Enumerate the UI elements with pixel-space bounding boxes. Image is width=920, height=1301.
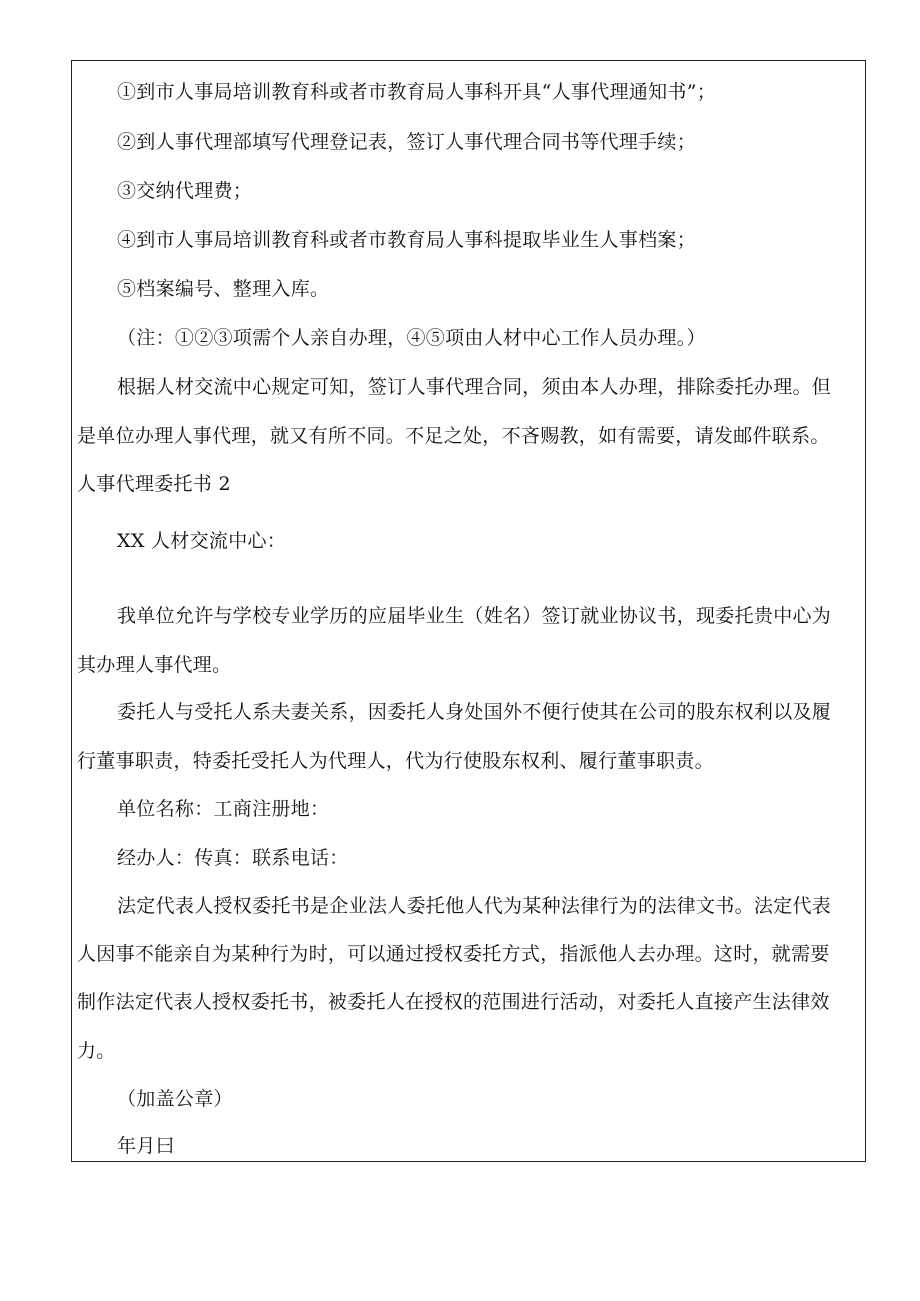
step-4: ④到市人事局培训教育科或者市教育局人事科提取毕业生人事档案； bbox=[117, 229, 697, 251]
date-line: 年月曰 bbox=[117, 1135, 175, 1157]
paragraph-4-line-2: 人因事不能亲自为某种行为时，可以通过授权委托方式，指派他人去办理。这时，就需要 bbox=[77, 943, 830, 965]
paragraph-4-line-4: 力。 bbox=[77, 1040, 116, 1062]
paragraph-3-line-2: 行董事职责，特委托受托人为代理人，代为行使股东权利、履行董事职责。 bbox=[77, 750, 714, 772]
step-2: ②到人事代理部填写代理登记表，签订人事代理合同书等代理手续； bbox=[117, 131, 697, 153]
step-5: ⑤档案编号、整理入库。 bbox=[117, 278, 330, 300]
step-1: ①到市人事局培训教育科或者市教育局人事科开具“人事代理通知书”； bbox=[117, 81, 717, 103]
section-heading: 人事代理委托书 2 bbox=[77, 473, 231, 495]
paragraph-1-line-1: 根据人材交流中心规定可知，签订人事代理合同，须由本人办理，排除委托办理。但 bbox=[117, 376, 832, 398]
seal-note: （加盖公章） bbox=[117, 1088, 233, 1110]
paragraph-2-line-1: 我单位允许与学校专业学历的应届毕业生（姓名）签订就业协议书，现委托贵中心为 bbox=[117, 605, 832, 627]
note-text: （注：①②③项需个人亲自办理，④⑤项由人材中心工作人员办理。） bbox=[117, 327, 706, 349]
unit-info-line: 单位名称：工商注册地： bbox=[117, 798, 330, 820]
addressee: XX 人材交流中心： bbox=[117, 530, 287, 552]
step-3: ③交纳代理费； bbox=[117, 180, 253, 202]
paragraph-1-line-2: 是单位办理人事代理，就又有所不同。不足之处，不吝赐教，如有需要，请发邮件联系。 bbox=[77, 425, 830, 447]
paragraph-4-line-3: 制作法定代表人授权委托书，被委托人在授权的范围进行活动，对委托人直接产生法律效 bbox=[77, 991, 830, 1013]
paragraph-2-line-2: 其办理人事代理。 bbox=[77, 654, 232, 676]
paragraph-3-line-1: 委托人与受托人系夫妻关系，因委托人身处国外不便行使其在公司的股东权利以及履 bbox=[117, 701, 832, 723]
paragraph-4-line-1: 法定代表人授权委托书是企业法人委托他人代为某种法律行为的法律文书。法定代表 bbox=[117, 895, 832, 917]
contact-info-line: 经办人：传真：联系电话： bbox=[117, 847, 349, 869]
